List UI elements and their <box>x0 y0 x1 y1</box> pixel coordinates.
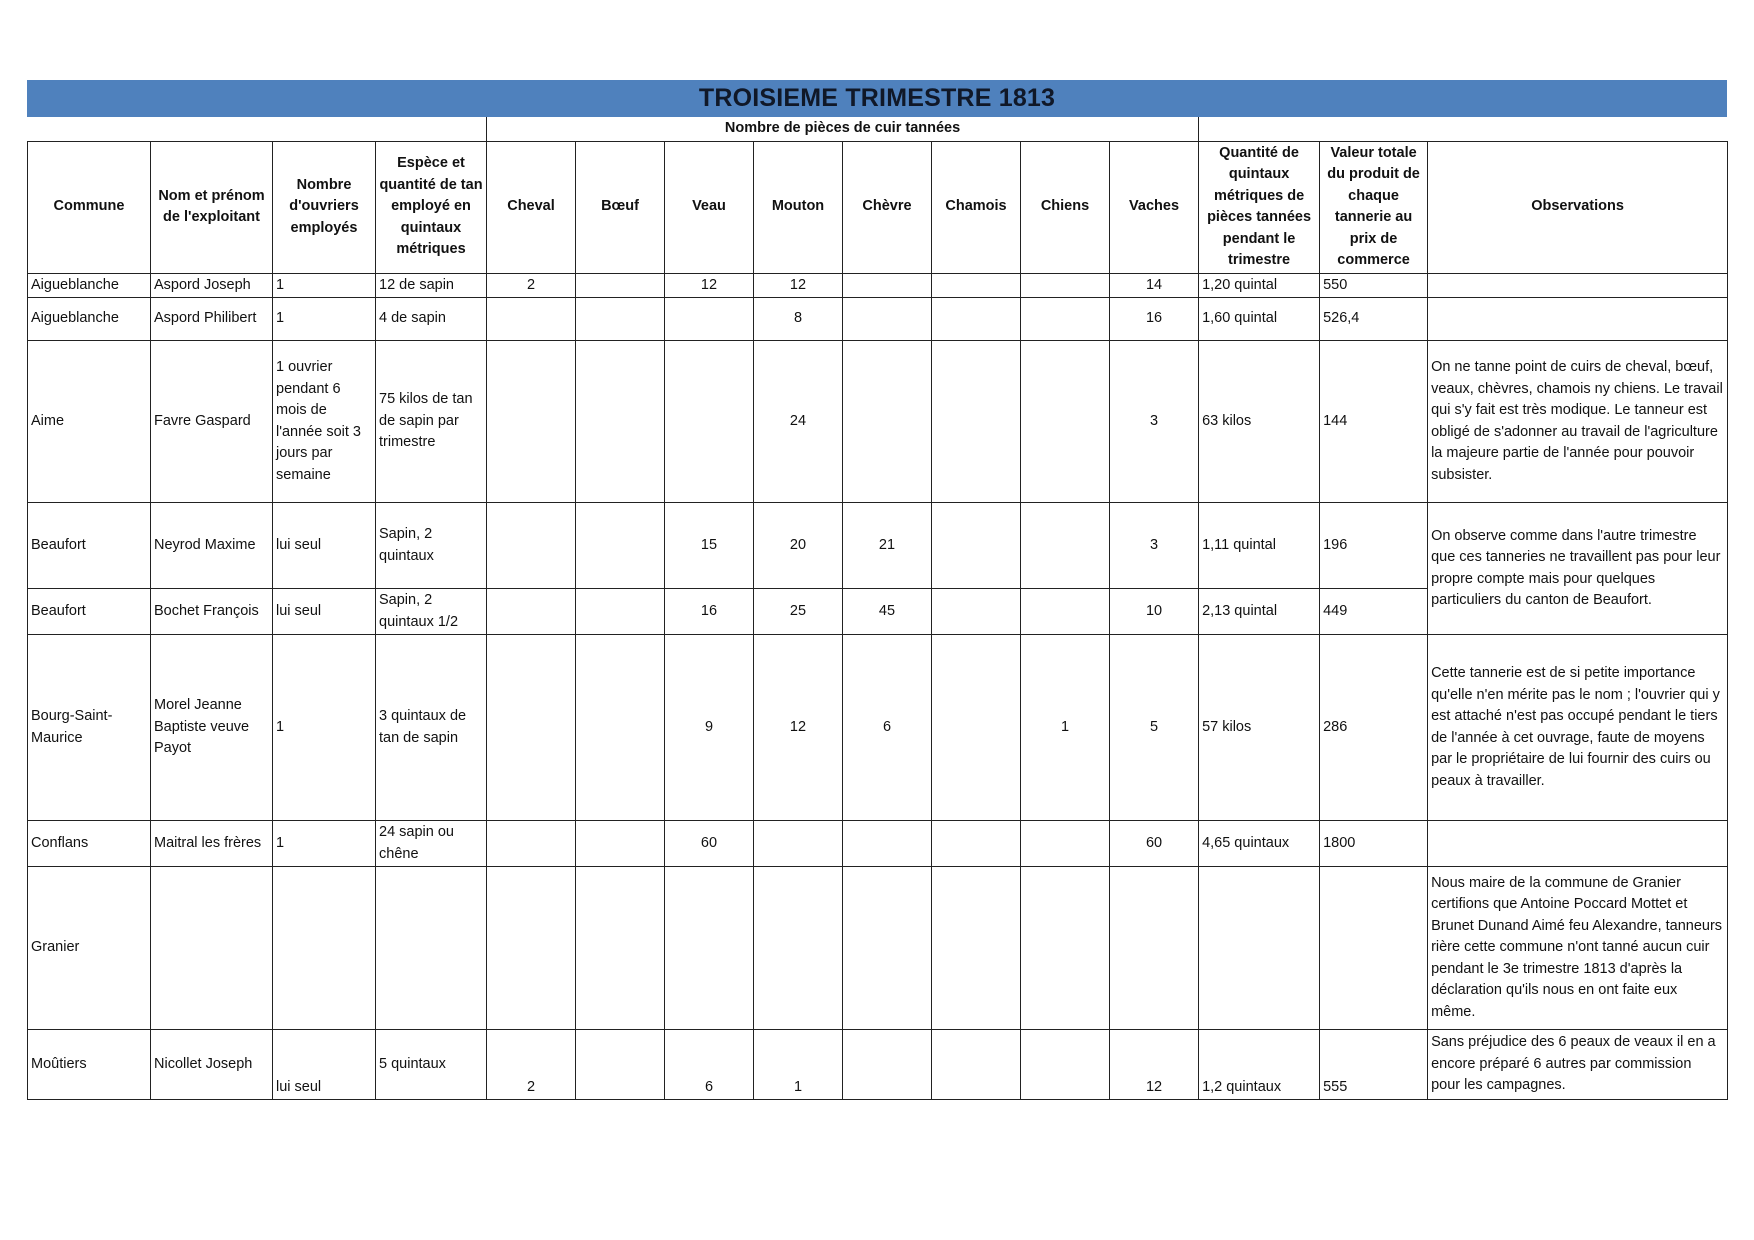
page-title: TROISIEME TRIMESTRE 1813 <box>698 84 1056 112</box>
cell-valeur: 144 <box>1320 341 1428 503</box>
cell-vaches: 5 <box>1110 635 1199 821</box>
cell-veau: 16 <box>665 589 754 635</box>
cell-observations <box>1428 821 1728 867</box>
table-row <box>28 273 1728 298</box>
cell-quantite: 1,2 quintaux <box>1199 1030 1320 1100</box>
cell-chevre <box>843 1030 932 1100</box>
cell-chiens <box>1021 298 1110 341</box>
cell-tan: Sapin, 2 quintaux 1/2 <box>376 589 487 635</box>
cell-commune: Aigueblanche <box>28 273 151 298</box>
cell-mouton: 25 <box>754 589 843 635</box>
cell-vaches: 3 <box>1110 503 1199 589</box>
cell-mouton: 1 <box>754 1030 843 1100</box>
cell-valeur: 526,4 <box>1320 298 1428 341</box>
cell-chiens <box>1021 867 1110 1030</box>
cell-chiens <box>1021 273 1110 298</box>
cell-chevre: 21 <box>843 503 932 589</box>
cell-chevre <box>843 867 932 1030</box>
cell-boeuf <box>576 821 665 867</box>
group-header-row <box>28 117 1728 141</box>
cell-cheval: 2 <box>487 273 576 298</box>
cell-ouvriers: 1 <box>273 298 376 341</box>
cell-observations: Sans préjudice des 6 peaux de veaux il en a encore préparé 6 autres par commission pour les campagnes. <box>1428 1030 1728 1100</box>
cell-nom: Aspord Joseph <box>151 273 273 298</box>
cell-veau <box>665 341 754 503</box>
cell-nom: Bochet François <box>151 589 273 635</box>
cell-boeuf <box>576 867 665 1030</box>
cell-nom: Maitral les frères <box>151 821 273 867</box>
cell-observations <box>1428 273 1728 298</box>
cell-observations: Cette tannerie est de si petite importance qu'elle n'en mérite pas le nom ; l'ouvrier qui y est attaché n'est pas occupé pendant le tiers de l'année à cet ouvrage, faute de moyens par le propriétaire de lui fournir des cuirs ou peaux à travailler. <box>1428 635 1728 821</box>
cell-chamois <box>932 1030 1021 1100</box>
header-boeuf: Bœuf <box>576 141 665 273</box>
header-veau: Veau <box>665 141 754 273</box>
cell-boeuf <box>576 635 665 821</box>
cell-commune: Aime <box>28 341 151 503</box>
cell-valeur: 286 <box>1320 635 1428 821</box>
cell-cheval <box>487 341 576 503</box>
cell-observations: Nous maire de la commune de Granier certifions que Antoine Poccard Mottet et Brunet Dunand Aimé feu Alexandre, tanneurs rière cette commune n'ont tanné aucun cuir pendant le 3e trimestre 1813 d'après la déclaration qu'ils nous en ont faite eux même. <box>1428 867 1728 1030</box>
cell-veau <box>665 867 754 1030</box>
header-ouvriers: Nombre d'ouvriers employés <box>273 141 376 273</box>
cell-chiens <box>1021 503 1110 589</box>
cell-veau: 12 <box>665 273 754 298</box>
cell-chevre <box>843 821 932 867</box>
group-header: Nombre de pièces de cuir tannées <box>487 117 1199 141</box>
cell-cheval <box>487 589 576 635</box>
cell-cheval: 2 <box>487 1030 576 1100</box>
table-row <box>28 1030 1728 1100</box>
header-chevre: Chèvre <box>843 141 932 273</box>
cell-chiens <box>1021 1030 1110 1100</box>
cell-quantite: 1,20 quintal <box>1199 273 1320 298</box>
cell-chevre: 6 <box>843 635 932 821</box>
cell-boeuf <box>576 1030 665 1100</box>
cell-mouton: 20 <box>754 503 843 589</box>
cell-veau: 6 <box>665 1030 754 1100</box>
cell-commune: Moûtiers <box>28 1030 151 1100</box>
cell-quantite: 4,65 quintaux <box>1199 821 1320 867</box>
cell-ouvriers: lui seul <box>273 589 376 635</box>
cell-tan: 3 quintaux de tan de sapin <box>376 635 487 821</box>
cell-observations: On ne tanne point de cuirs de cheval, bœuf, veaux, chèvres, chamois ny chiens. Le travail qui s'y fait est très modique. Le tanneur est obligé de s'adonner au travail de l'agriculture la majeure partie de l'année pour pouvoir subsister. <box>1428 341 1728 503</box>
cell-vaches: 60 <box>1110 821 1199 867</box>
cell-quantite: 2,13 quintal <box>1199 589 1320 635</box>
cell-mouton: 12 <box>754 273 843 298</box>
table-row <box>28 503 1728 589</box>
cell-ouvriers: 1 <box>273 273 376 298</box>
cell-cheval <box>487 503 576 589</box>
cell-chevre: 45 <box>843 589 932 635</box>
cell-tan: 5 quintaux <box>376 1030 487 1100</box>
cell-vaches: 3 <box>1110 341 1199 503</box>
cell-boeuf <box>576 589 665 635</box>
cell-nom: Favre Gaspard <box>151 341 273 503</box>
cell-cheval <box>487 867 576 1030</box>
cell-ouvriers: lui seul <box>273 503 376 589</box>
cell-ouvriers: lui seul <box>273 1030 376 1100</box>
cell-tan: 4 de sapin <box>376 298 487 341</box>
cell-commune: Aigueblanche <box>28 298 151 341</box>
cell-boeuf <box>576 273 665 298</box>
cell-quantite: 1,60 quintal <box>1199 298 1320 341</box>
cell-veau: 15 <box>665 503 754 589</box>
cell-chiens <box>1021 821 1110 867</box>
column-header-row <box>28 141 1728 273</box>
cell-commune: Granier <box>28 867 151 1030</box>
cell-chiens <box>1021 341 1110 503</box>
cell-veau: 60 <box>665 821 754 867</box>
cell-commune: Beaufort <box>28 589 151 635</box>
cell-chamois <box>932 589 1021 635</box>
cell-observations: On observe comme dans l'autre trimestre que ces tanneries ne travaillent pas pour leur propre compte mais pour quelques particuliers du canton de Beaufort. <box>1428 503 1728 635</box>
cell-valeur: 449 <box>1320 589 1428 635</box>
cell-chamois <box>932 341 1021 503</box>
cell-mouton <box>754 821 843 867</box>
cell-chamois <box>932 821 1021 867</box>
cell-nom <box>151 867 273 1030</box>
cell-veau: 9 <box>665 635 754 821</box>
table-row <box>28 635 1728 821</box>
cell-valeur: 550 <box>1320 273 1428 298</box>
cell-ouvriers: 1 ouvrier pendant 6 mois de l'année soit 3 jours par semaine <box>273 341 376 503</box>
cell-boeuf <box>576 298 665 341</box>
cell-quantite: 57 kilos <box>1199 635 1320 821</box>
tannery-report-sheet <box>27 80 1727 1100</box>
cell-cheval <box>487 298 576 341</box>
header-vaches: Vaches <box>1110 141 1199 273</box>
cell-tan: Sapin, 2 quintaux <box>376 503 487 589</box>
cell-chamois <box>932 867 1021 1030</box>
cell-cheval <box>487 821 576 867</box>
cell-nom: Nicollet Joseph <box>151 1030 273 1100</box>
cell-valeur: 555 <box>1320 1030 1428 1100</box>
cell-chamois <box>932 273 1021 298</box>
cell-chiens: 1 <box>1021 635 1110 821</box>
cell-tan: 12 de sapin <box>376 273 487 298</box>
cell-chamois <box>932 635 1021 821</box>
cell-cheval <box>487 635 576 821</box>
cell-valeur: 196 <box>1320 503 1428 589</box>
cell-veau <box>665 298 754 341</box>
title-banner <box>27 80 1727 117</box>
cell-vaches: 14 <box>1110 273 1199 298</box>
cell-chevre <box>843 341 932 503</box>
table-row <box>28 867 1728 1030</box>
cell-quantite <box>1199 867 1320 1030</box>
cell-ouvriers: 1 <box>273 635 376 821</box>
cell-chiens <box>1021 589 1110 635</box>
cell-commune: Conflans <box>28 821 151 867</box>
cell-vaches: 16 <box>1110 298 1199 341</box>
cell-chevre <box>843 298 932 341</box>
cell-vaches <box>1110 867 1199 1030</box>
cell-ouvriers <box>273 867 376 1030</box>
header-quantite: Quantité de quintaux métriques de pièces tannées pendant le trimestre <box>1199 141 1320 273</box>
table-row <box>28 821 1728 867</box>
cell-mouton <box>754 867 843 1030</box>
cell-ouvriers: 1 <box>273 821 376 867</box>
cell-nom: Aspord Philibert <box>151 298 273 341</box>
cell-quantite: 63 kilos <box>1199 341 1320 503</box>
cell-boeuf <box>576 503 665 589</box>
header-commune: Commune <box>28 141 151 273</box>
header-mouton: Mouton <box>754 141 843 273</box>
cell-tan: 75 kilos de tan de sapin par trimestre <box>376 341 487 503</box>
cell-tan: 24 sapin ou chêne <box>376 821 487 867</box>
cell-valeur: 1800 <box>1320 821 1428 867</box>
header-valeur: Valeur totale du produit de chaque tannerie au prix de commerce <box>1320 141 1428 273</box>
header-chamois: Chamois <box>932 141 1021 273</box>
cell-commune: Bourg-Saint-Maurice <box>28 635 151 821</box>
header-chiens: Chiens <box>1021 141 1110 273</box>
table-row <box>28 298 1728 341</box>
header-observations: Observations <box>1428 141 1728 273</box>
cell-nom: Morel Jeanne Baptiste veuve Payot <box>151 635 273 821</box>
cell-valeur <box>1320 867 1428 1030</box>
header-cheval: Cheval <box>487 141 576 273</box>
header-tan: Espèce et quantité de tan employé en quintaux métriques <box>376 141 487 273</box>
cell-vaches: 12 <box>1110 1030 1199 1100</box>
table-row <box>28 341 1728 503</box>
cell-mouton: 8 <box>754 298 843 341</box>
header-nom: Nom et prénom de l'exploitant <box>151 141 273 273</box>
cell-vaches: 10 <box>1110 589 1199 635</box>
cell-nom: Neyrod Maxime <box>151 503 273 589</box>
cell-chamois <box>932 298 1021 341</box>
cell-mouton: 12 <box>754 635 843 821</box>
cell-observations <box>1428 298 1728 341</box>
cell-boeuf <box>576 341 665 503</box>
cell-tan <box>376 867 487 1030</box>
tannery-table <box>27 117 1728 1100</box>
cell-quantite: 1,11 quintal <box>1199 503 1320 589</box>
cell-mouton: 24 <box>754 341 843 503</box>
cell-commune: Beaufort <box>28 503 151 589</box>
cell-chevre <box>843 273 932 298</box>
cell-chamois <box>932 503 1021 589</box>
